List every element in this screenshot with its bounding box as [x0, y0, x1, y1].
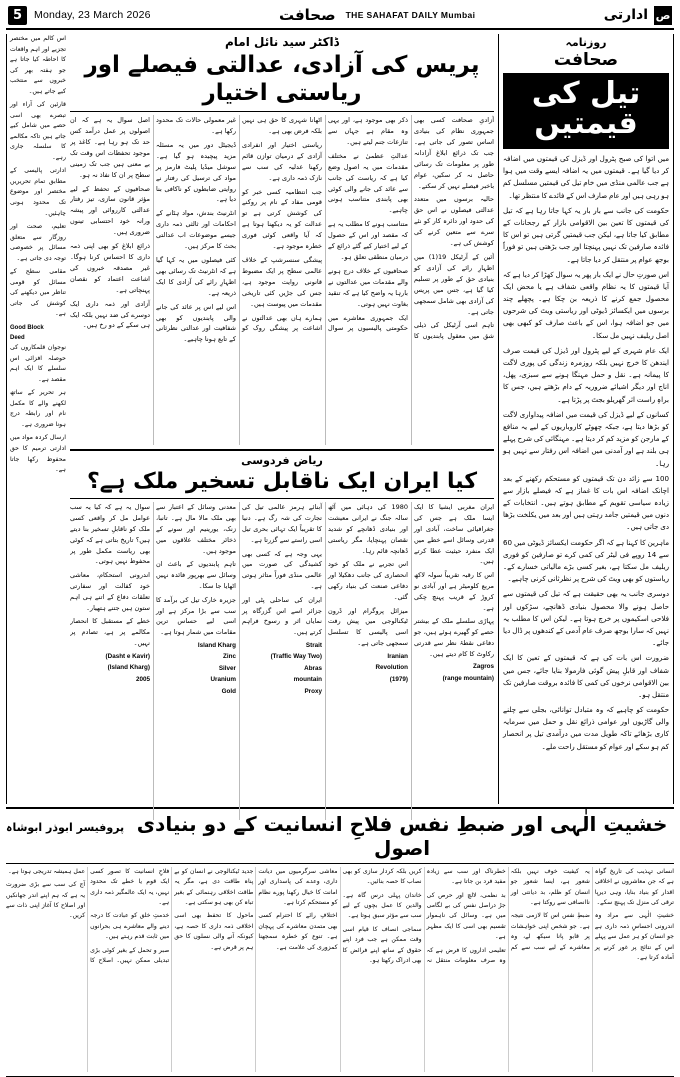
corner-mark-icon: ص: [654, 6, 672, 25]
article-paragraph: فلاحِ انسانیت کا تصور کسی ایک قوم یا خطے تک محدود نہیں، یہ ایک عالمگیر ذمہ داری ہے۔: [90, 868, 170, 907]
keyword-strait: Strait: [305, 641, 322, 649]
editorial-title: تیل کی قیمتیں: [503, 73, 669, 149]
side-note-paragraph: ادارتی پالیسی کے مطابق تمام تحریریں مختصر اور موضوع تک محدود ہونی چاہئیں۔: [10, 167, 66, 217]
keyword-dasht-e-kavir: (Dasht e Kavir): [105, 652, 150, 660]
article-paragraph: کئی فیصلوں میں یہ کہا گیا ہے کہ انٹرنیٹ تک رسائی بھی اظہارِ رائے کی آزادی کا ایک ذریعہ ہے۔: [156, 255, 236, 297]
keyword-year-2005: 2005: [135, 675, 150, 683]
article-paragraph: صحافیوں کے تحفظ کے لیے مؤثر قانون سازی، تیز رفتار عدالتی کارروائی اور پیشہ ورانہ خود احتسابی تینوں ضروری ہیں۔: [70, 184, 150, 237]
keyword-silver: Silver: [218, 664, 236, 672]
article-paragraph: صبر و تحمل کے بغیر کوئی بڑی تبدیلی ممکن نہیں۔ اصلاح کا عمل ہمیشہ تدریجی ہوتا ہے۔: [8, 868, 170, 964]
article-paragraph: ایران کی ساحلی پٹی اور جزائر اسے اس گزرگاہ پر نمایاں اثر و رسوخ فراہم کرتے ہیں۔: [242, 595, 322, 637]
article-paragraph: جب انتظامیہ کسی خبر کو قومی مفاد کے نام پر روکنے کی کوشش کرتی ہے تو عدالت کو یہ دیکھنا ہوتا ہے کہ آیا واقعی کوئی فوری خطرہ موجود ہے۔: [242, 187, 322, 251]
article-paragraph: تاہم پابندیوں کے باعث ان وسائل سے بھرپور فائدہ نہیں اٹھایا جا سکا۔: [156, 560, 236, 590]
lead-article-headline: پریس کی آزادی، عدالتی فیصلے اور ریاستی اختیار: [70, 51, 494, 112]
article-paragraph: ذرائع ابلاغ کو بھی اپنی ذمہ داری کا احساس کرنا ہوگا۔ غیر مصدقہ خبروں کی اشاعت اعتماد کو نقصان پہنچاتی ہے۔: [70, 242, 150, 294]
article-paragraph: تاہم اسی آرٹیکل کی ذیلی شق میں معقول پابندیوں کا ذکر بھی موجود ہے، اور یہی وہ مقام ہے جہاں سے تنازعات جنم لیتے ہیں۔: [328, 116, 494, 341]
keyword-island-kharg-2: (Island Kharg): [107, 664, 150, 672]
editorial-body: [503, 153, 669, 756]
article-paragraph: یہی وجہ ہے کہ کسی بھی کشیدگی کی صورت میں عالمی منڈی فوراً متاثر ہوتی ہے۔: [242, 549, 322, 590]
article-paragraph: ایران مغربی ایشیا کا ایک ایسا ملک ہے جس کی جغرافیائی ساخت، آبادی اور قدرتی وسائل اسے خطے میں ایک منفرد حیثیت عطا کرتے ہیں۔: [414, 503, 494, 566]
article-paragraph: عدالتِ عظمیٰ نے مختلف مقدمات میں یہ اصول وضع کیا ہے کہ ریاست کی جانب سے عائد کی جانے والی کوئی بھی پابندی متناسب ہونی چاہیے۔: [328, 151, 408, 215]
editorial-paragraph: اس صورتِ حال نے ایک بار پھر یہ سوال کھڑا کر دیا ہے کہ آیا قیمتوں کا یہ نظام واقعی شفاف ہے یا محض ایک محصول جمع کرنے کا ذریعہ بن چکا ہے۔ پچھلے چند برسوں میں ایکسائز ڈیوٹی اور ریاستی ویٹ کی شرحوں میں جو اضافہ ہوا، اس کے باعث صارف کو کبھی بھی اصل ریلیف نہیں مل سکا۔: [503, 269, 669, 340]
keyword-zagros: Zagros: [473, 663, 494, 671]
article-paragraph: آج کی سب سے بڑی ضرورت یہ ہے کہ ہم اپنے اندر جھانکیں اور اصلاح کا آغاز اپنی ذات سے کریں۔: [6, 881, 86, 920]
article-paragraph: پہاڑی سلسلے ملک کے بیشتر حصے کو گھیرے ہوئے ہیں، جو دفاعی نقطۂ نظر سے قدرتی رکاوٹ کا کام دیتے ہیں۔: [414, 617, 494, 658]
article-paragraph: یہ کیفیت خوف نہیں بلکہ شعور ہے، ایسا شعور جو انسان کو ظلم، بد دیانتی اور ناانصافی سے روکتا ہے۔: [510, 868, 590, 907]
second-article: [70, 454, 494, 820]
lead-article-byline: ڈاکٹر سید نائل امام: [224, 35, 340, 49]
page-number: 5: [8, 6, 27, 25]
article-divider: [70, 449, 494, 451]
editorial-kicker: روزنامہ: [565, 36, 607, 49]
side-note-paragraph: تعلیم، صحت اور روزگار سے متعلق مسائل پر خصوصی توجہ دی جاتی ہے۔: [10, 223, 66, 262]
article-paragraph: اس تجربے نے ملک کو خود انحصاری کی جانب دھکیلا اور دفاعی صنعت کی بنیاد رکھی گئی۔: [328, 560, 408, 601]
article-paragraph: آئین کے آرٹیکل 19(1) میں اظہارِ رائے کی آزادی کو بنیادی حق کے طور پر تسلیم کیا گیا ہے، جس میں پریس کی آزادی بھی شامل سمجھی جاتی ہے۔: [414, 252, 494, 316]
side-note-paragraph: ہر تحریر کے ساتھ لکھنے والے کا مکمل نام اور رابطہ درج ہونا ضروری ہے۔: [10, 389, 66, 428]
article-paragraph: خشیتِ الٰہی سے مراد وہ اندرونی احساسِ ذمہ داری ہے جو انسان کو ہر عمل سے پہلے اس کے نتائج پر غور کرنے پر آمادہ کرتا ہے۔: [594, 912, 674, 961]
bottom-article: [6, 807, 674, 1077]
keyword-range-mountain: (range mountain): [442, 674, 494, 682]
side-notes-body: [10, 34, 66, 476]
keyword-good-block: Good Block: [10, 324, 44, 331]
editorial-paragraph: ایک عام شہری کے لیے پٹرول اور ڈیزل کی قیمت صرف ایندھن کا خرچ نہیں بلکہ روزمرہ زندگی کی پوری لاگت کا پیمانہ ہے۔ نقل و حمل مہنگا ہونے سے سبزی، پھل، اناج اور دیگر اشیائے ضروریہ کے دام بڑھتے ہیں، جس کا براہِ راست اثر گھریلو بجٹ پر پڑتا ہے۔: [503, 345, 669, 404]
article-paragraph: اندرونی استحکام، معاشی خود کفالت اور سفارتی تعلقات دفاع کے اتنے ہی اہم ستون ہیں جتنے ہتھیار۔: [70, 571, 150, 612]
article-paragraph: ایک جمہوری معاشرے میں حکومتی پالیسیوں پر سوال اٹھانا شہری کا حق ہی نہیں بلکہ فرض بھی ہے۔: [242, 116, 408, 333]
article-paragraph: اصل سوال یہ ہے کہ ان اصولوں پر عمل درآمد کس حد تک ہو رہا ہے۔ کاغذ پر موجود تحفظات اس وقت تک بے معنی ہیں جب تک زمینی سطح پر ان کا نفاذ نہ ہو۔: [70, 116, 150, 179]
editorial-paragraph: ضرورت اس بات کی ہے کہ قیمتوں کے تعین کا ایک شفاف اور قابلِ پیش گوئی فارمولا بنایا جائے، جس میں بین الاقوامی نرخوں کی کمی کا فائدہ بروقت صارفین تک منتقل ہو۔: [503, 653, 669, 699]
lead-article: [70, 34, 494, 445]
article-paragraph: انسانی تہذیب کی تاریخ گواہ ہے کہ جن معاشروں نے اخلاقی اقدار کو بنیاد بنایا، وہی دیرپا ترقی کی منزل تک پہنچ سکے۔: [594, 868, 674, 907]
keyword-deed: Deed: [10, 335, 25, 341]
article-paragraph: سماجی انصاف کا قیام اسی وقت ممکن ہے جب فرد اپنے حقوق کے ساتھ اپنے فرائض کا بھی ادراک رکھتا ہو۔: [342, 925, 422, 964]
masthead: [6, 4, 674, 30]
keyword-island-kharg: Island Kharg: [197, 641, 236, 649]
article-paragraph: 1980 کی دہائی میں آٹھ سالہ جنگ نے ایرانی معیشت اور بنیادی ڈھانچے کو شدید نقصان پہنچایا، مگر ریاستی ڈھانچہ قائم رہا۔: [328, 503, 408, 555]
article-paragraph: معاشی سرگرمیوں میں دیانت داری، وعدے کی پاسداری اور امانت کا خیال رکھنا پورے نظام کو مستحکم کرتا ہے۔: [258, 868, 338, 907]
keyword-gold: Gold: [221, 687, 236, 695]
keyword-proxy: Proxy: [304, 687, 322, 695]
article-paragraph: صحافیوں کے خلاف درج ہونے والے مقدمات میں عدالتوں نے بارہا یہ واضح کیا ہے کہ تنقید بغاوت نہیں ہوتی۔: [328, 266, 408, 308]
side-note-paragraph: اس کالم میں مختصر تجزیے اور اہم واقعات کا احاطہ کیا جاتا ہے جو ہفتہ بھر کی خبروں سے منتخب کیے جاتے ہیں۔: [10, 35, 66, 95]
article-paragraph: میزائل پروگرام اور ڈرون ٹیکنالوجی میں پیش رفت اسی پالیسی کا تسلسل سمجھی جاتی ہے۔: [328, 606, 408, 647]
side-notes-column: [6, 34, 66, 804]
article-paragraph: آزادیِ صحافت کسی بھی جمہوری نظام کی بنیادی اساس تصور کی جاتی ہے۔ جب تک ذرائع ابلاغ آزادانہ طور پر معلومات تک رسائی حاصل نہ کر سکیں، عوام باخبر فیصلے نہیں کر سکتے۔: [414, 116, 494, 190]
article-paragraph: اس لیے اس پر عائد کی جانے والی پابندیوں کو بھی شفافیت اور عدالتی نظرثانی کے تابع ہونا چاہیے۔: [156, 302, 236, 344]
article-paragraph: خاندان پہلی درس گاہ ہے۔ والدین کا عمل بچوں کے لیے سب سے مؤثر سبق ہوتا ہے۔: [342, 891, 422, 920]
newspaper-subtitle: THE SAHAFAT DAILY Mumbai: [345, 10, 476, 20]
keyword-year-1979: (1979): [389, 675, 408, 683]
article-paragraph: متناسب ہونے کا مطلب یہ ہے کہ مقصد اور اس کے حصول کے لیے اختیار کیے گئے ذرائع کے درمیان منطقی تعلق ہو۔: [328, 220, 408, 261]
keyword-traffic-way: (Traffic Way Two): [270, 653, 322, 661]
side-note-paragraph: ارسال کردہ مواد میں ادارتی ترمیم کا حق محفوظ رکھا جاتا ہے۔: [10, 434, 66, 474]
article-paragraph: ماحول کا تحفظ بھی اسی اخلاقی ذمہ داری کا حصہ ہے، کیونکہ آنے والی نسلوں کا حق ہم پر قرض ہے۔: [174, 912, 254, 951]
side-note-paragraph: مقامی سطح کے مسائل کو قومی تناظر میں دیکھنے کی کوشش کی جاتی ہے۔: [10, 268, 66, 318]
keyword-uranium: Uranium: [210, 676, 236, 684]
second-article-body: [70, 502, 494, 820]
article-paragraph: حالیہ برسوں میں متعدد عدالتی فیصلوں نے اس حق کی حدود اور دائرہ کار کو نئے سرے سے متعین کرنے کی کوشش کی ہے۔: [414, 195, 494, 248]
article-paragraph: ڈیجیٹل دور میں یہ مسئلہ مزید پیچیدہ ہو گیا ہے۔ سوشل میڈیا پلیٹ فارمز پر مواد کی ترسیل کی رفتار نے روایتی ضابطوں کو ناکافی بنا دیا ہے۔: [156, 140, 236, 204]
article-paragraph: بد نظمی، لالچ اور حرص کی جڑ دراصل نفس کی بے لگامی میں ہے۔ وسائل کی ناہموار تقسیم بھی اسی کا ایک مظہر ہے۔: [426, 891, 506, 941]
article-paragraph: انٹرنیٹ بندش، مواد ہٹانے کے احکامات اور ثالثی ذمہ داری جیسے موضوعات اب عدالتی بحث کا مرکز ہیں۔: [156, 209, 236, 251]
article-paragraph: اختلافِ رائے کا احترام کسی بھی متمدن معاشرے کی پہچان ہے۔ تنوع کو خطرہ سمجھنا کمزوری کی علامت ہے۔: [258, 912, 338, 951]
editorial-paragraph: حکومت کو چاہیے کہ وہ متبادل توانائی، بجلی سے چلنے والی گاڑیوں اور عوامی ذرائع نقل و حمل میں سرمایہ کاری بڑھائے تاکہ طویل مدت میں درآمدی تیل پر انحصار کم ہو سکے اور عوام کو مستقل راحت ملے۔: [503, 705, 669, 751]
article-paragraph: خدمتِ خلق کو عبادت کا درجہ دینے والے معاشرے ہی بحرانوں میں ثابت قدم رہتے ہیں۔: [90, 912, 170, 941]
masthead-right: [604, 6, 672, 25]
editorial-paragraph: میں اتوا کی صبح پٹرول اور ڈیزل کی قیمتوں میں اضافہ کر دیا گیا ہے۔ قیمتوں میں یہ اضافہ ایسے وقت میں ہوا ہے جب عالمی منڈی میں خام تیل کی قیمتیں مسلسل کم ہو رہی ہیں اور عام صارف اس کے فائدے کا منتظر تھا۔: [503, 154, 669, 200]
keyword-abras: Abras: [304, 664, 322, 672]
article-paragraph: معدنی وسائل کے اعتبار سے بھی ملک مالا مال ہے۔ تانبا، زنک، یورینیم اور سونے کے ذخائر مختلف علاقوں میں موجود ہیں۔: [156, 503, 236, 555]
article-paragraph: پیشگی سنسرشپ کے خلاف عالمی سطح پر ایک مضبوط قانونی روایت موجود ہے، جس کی جڑیں کئی تاریخی مقدمات میں پیوست ہیں۔: [242, 255, 322, 308]
main-column: [70, 34, 494, 804]
article-paragraph: جدید ٹیکنالوجی نے انسان کو بے پناہ طاقت دی ہے، مگر یہ طاقت اخلاقی رہنمائی کے بغیر تباہ کن بھی ہو سکتی ہے۔: [174, 868, 254, 907]
article-paragraph: ریاستی اختیار اور انفرادی آزادی کے درمیان توازن قائم رکھنا عدلیہ کی سب سے نازک ذمہ داری ہے۔: [242, 140, 322, 182]
lead-article-body: [70, 115, 494, 445]
article-paragraph: اس کا رقبہ تقریباً سولہ لاکھ مربع کلومیٹر ہے اور آبادی نو کروڑ کے قریب پہنچ چکی ہے۔: [414, 571, 494, 612]
side-note-paragraph: نوجوان قلمکاروں کی حوصلہ افزائی اس سلسلے کا ایک اہم مقصد ہے۔: [10, 344, 66, 383]
editorial-paragraph: دوسری جانب یہ بھی حقیقت ہے کہ تیل کی قیمتوں سے حاصل ہونے والا محصول بنیادی ڈھانچے، سڑکوں اور فلاحی اسکیموں پر خرچ ہوتا ہے۔ لیکن اس کا مطلب یہ نہیں کہ سارا بوجھ صرف عام آدمی کے کندھوں پر ڈال دیا جائے۔: [503, 589, 669, 648]
bottom-article-headline: خشیتِ الٰہی اور ضبطِ نفس فلاحِ انسانیت کے دو بنیادی اصول: [136, 812, 668, 860]
page-body: [6, 34, 674, 804]
editorial-paragraph: ماہرین کا کہنا ہے کہ اگر حکومت ایکسائز ڈیوٹی میں 60 سے 14 روپے فی لیٹر کی کمی کرے تو صارفین کو فوری ریلیف مل سکتا ہے، بغیر کسی بڑے مالیاتی خسارے کے۔ ریاستوں کو بھی ویٹ کی شرح پر نظرثانی کرنی چاہیے۔: [503, 537, 669, 584]
masthead-left: [8, 6, 151, 25]
editorial-column: [498, 34, 674, 804]
article-paragraph: جزیرہ خارک تیل کی برآمد کا سب سے بڑا مرکز ہے اور اسی لیے حساس ترین مقامات میں شمار ہوتا ہے۔: [156, 595, 236, 637]
article-paragraph: خطے کے مستقبل کا انحصار مکالمے پر ہے، تصادم پر نہیں۔: [70, 617, 150, 647]
section-label: ادارتی: [603, 7, 648, 23]
newspaper-logo: صحافت: [278, 6, 336, 24]
bottom-article-author: پروفیسر ابوذر ابوشاہ: [6, 821, 125, 834]
editorial-paragraph: کسانوں کے لیے ڈیزل کی قیمت میں اضافہ پیداواری لاگت کو بڑھا دیتا ہے، جبکہ چھوٹے کاروباریوں کے لیے یہ منافع کے مارجن کو مزید کم کر دیتا ہے۔ مہنگائی کی شرح پہلے ہی بلند ہے اور آمدنی میں اضافہ اس رفتار سے نہیں ہو رہا۔: [503, 409, 669, 468]
article-paragraph: ہمارے ہاں بھی عدالتوں نے اشاعت پر پیشگی روک کو غیر معمولی حالات تک محدود رکھا ہے۔: [156, 116, 322, 333]
article-paragraph: تعلیمی اداروں کا فرض ہے کہ وہ صرف معلومات منتقل نہ کریں بلکہ کردار سازی کو بھی نصاب کا حصہ بنائیں۔: [342, 868, 506, 964]
keyword-revolution: Revolution: [375, 664, 408, 672]
publication-date: Monday, 23 March 2026: [34, 9, 151, 21]
editorial-logo: صحافت: [553, 50, 619, 70]
article-paragraph: آزادی اور ذمہ داری ایک دوسرے کی ضد نہیں بلکہ ایک ہی سکے کے دو رخ ہیں۔: [70, 299, 150, 330]
article-paragraph: سوال یہ ہے کہ کیا یہ سب عوامل مل کر واقعی کسی ملک کو ناقابلِ تسخیر بنا دیتے ہیں؟ تاریخ بتاتی ہے کہ کوئی بھی ریاست مکمل طور پر محفوظ نہیں ہوتی۔: [70, 503, 150, 566]
bottom-article-body: [6, 867, 674, 1072]
article-paragraph: ضبطِ نفس اس کا لازمی نتیجہ ہے۔ جو شخص اپنی خواہشات پر قابو پانا سیکھ لے، وہ معاشرے کے لیے سب سے کم خطرناک اور سب سے زیادہ مفید فرد بن جاتا ہے۔: [426, 868, 590, 951]
second-article-byline: ریاض فردوسی: [241, 454, 323, 468]
keyword-mountain: mountain: [293, 676, 322, 684]
article-paragraph: آبنائے ہرمز عالمی تیل کی تجارت کی شہ رگ ہے۔ دنیا کا تقریباً ایک تہائی بحری تیل اسی راستے سے گزرتا ہے۔: [242, 503, 322, 544]
keyword-iranian: Iranian: [387, 652, 408, 660]
second-article-headline: کیا ایران ایک ناقابل تسخیر ملک ہے؟: [70, 469, 494, 499]
masthead-center: [279, 6, 476, 24]
editorial-paragraph: حکومت کی جانب سے بار بار یہ کہا جاتا رہا ہے کہ تیل کی قیمتوں کا تعین بین الاقوامی بازار کے رجحانات کے مطابق کیا جاتا ہے، لیکن جب قیمتیں گرتی ہیں تو اس کا فائدہ صارفین تک نہیں پہنچتا اور جب بڑھتی ہیں تو فوراً بوجھ عوام پر منتقل کر دیا جاتا ہے۔: [503, 205, 669, 264]
editorial-paragraph: 100 سے زائد دن تک قیمتوں کو مستحکم رکھنے کے بعد اچانک اضافہ اس بات کا غماز ہے کہ فیصلے بازار سے زیادہ سیاسی تقویم کے مطابق ہوتے ہیں۔ انتخابات کے دنوں میں قیمتیں جامد رہتی ہیں اور بعد میں یکلخت بڑھا دی جاتی ہیں۔: [503, 473, 669, 532]
keyword-zinc: Zinc: [223, 653, 236, 661]
side-note-paragraph: قارئین کی آراء اور تبصرے بھی اسی حصے میں شامل کیے جاتے ہیں تاکہ مکالمے کا سلسلہ جاری رہے۔: [10, 101, 66, 161]
